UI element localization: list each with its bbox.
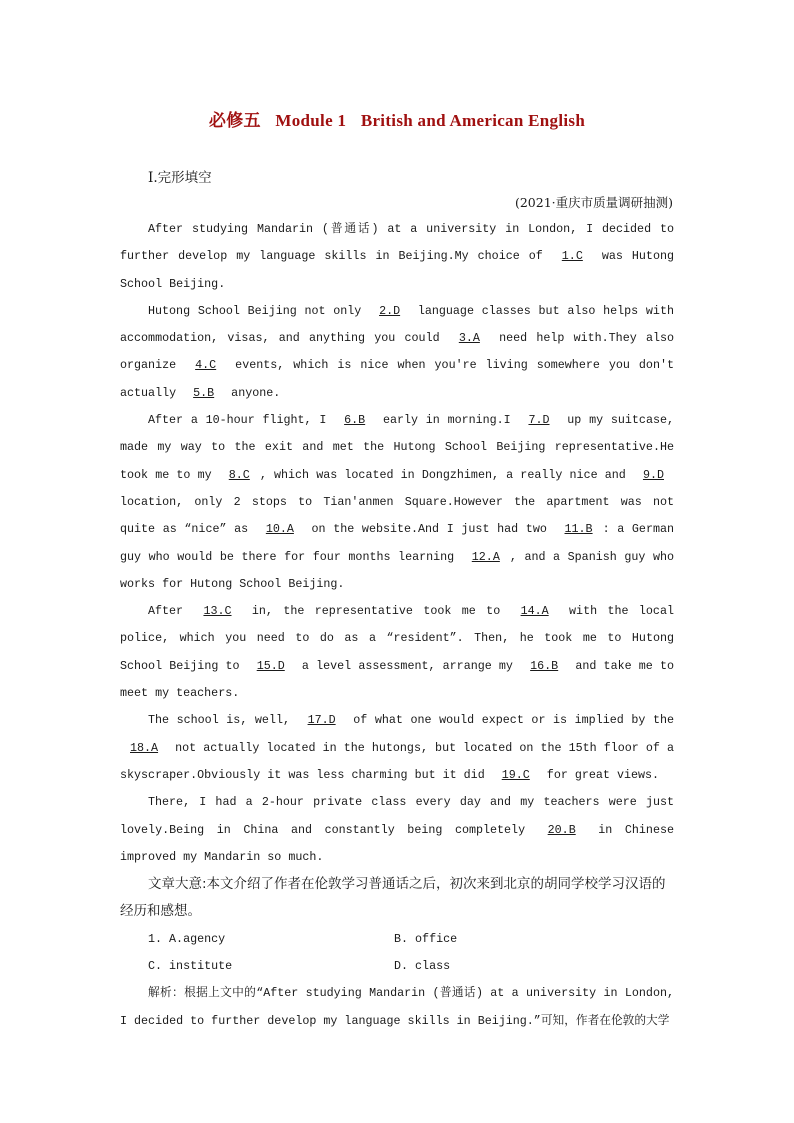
blank-6: 6.B [344,413,366,428]
text: location, only 2 stops to Tian'anmen Square.However the apartment was not quite as “nice” as [120,494,674,537]
blank-17: 17.D [307,713,336,728]
paragraph-5 [120,707,674,789]
options-row-1 [120,926,674,953]
blank-8: 8.C [228,467,250,482]
blank-12: 12.A [471,549,500,564]
blank-14: 14.A [520,604,549,619]
text: not actually located in the hutongs, but located on the 15th floor of a skyscraper.Obviously it was less charming but it did [120,740,674,782]
option-b: B. office [394,931,458,946]
blank-16: 16.B [530,658,559,673]
text: in, the representative took me to [241,604,511,619]
text: in Chinese improved my Mandarin so much. [120,822,674,864]
text: : a German guy who would be there for four months learning [120,522,674,564]
paragraph-1 [120,216,674,298]
section-heading: Ⅰ.完形填空 [148,170,212,186]
blank-9: 9.D [642,467,664,482]
text: events, which is nice when you're living somewhere you don't actually [120,358,674,400]
blank-4: 4.C [195,358,217,373]
blank-3: 3.A [458,331,480,346]
text: There, I had a 2-hour private class every day and my teachers were just lovely.Being in China and constantly being completely [120,795,674,837]
blank-11: 11.B [564,522,593,537]
blank-2: 2.D [379,303,401,318]
option-d: D. class [394,959,451,974]
text: , which was located in Dongzhimen, a really nice and [259,467,633,482]
title-topic: British and American English [360,111,586,130]
text: , and a Spanish guy who works for Hutong School Beijing. [120,549,674,591]
blank-7: 7.D [528,413,550,428]
blank-20: 20.B [547,822,576,837]
text: a level assessment, arrange my [294,658,521,673]
blank-18: 18.A [130,740,159,755]
text: was Hutong School Beijing. [120,249,674,291]
source-note: (2021·重庆市质量调研抽测) [514,195,673,210]
passage [120,216,674,1035]
blank-19: 19.C [501,767,530,782]
title-module: Module 1 [275,111,347,130]
text: up my suitcase, made my way to the exit and met the Hutong School Beijing representative.He took me to my [120,413,674,482]
text: After [148,604,194,619]
blank-1: 1.C [561,249,583,264]
text: for great views. [539,767,660,782]
title-book: 必修五 [208,111,261,130]
text: Hutong School Beijing not only [148,303,370,318]
paragraph-3 [120,407,674,598]
text: After studying Mandarin (普通话) at a university in London, I decided to further develop my language skills in Beijing.My choice of [120,222,674,264]
summary: 文章大意:本文介绍了作者在伦敦学习普通话之后，初次来到北京的胡同学校学习汉语的经历和感想。 [120,876,666,920]
text: and take me to meet my teachers. [120,658,674,701]
option-a: 1. A.agency [148,931,226,946]
paragraph-4 [120,598,674,707]
text: The school is, well, [148,713,298,728]
options-row-2 [120,953,674,980]
text: with the local police, which you need to do as a “resident”. Then, he took me to Hutong School Beijing to [120,604,674,673]
text: anyone. [224,385,281,400]
option-c: C. institute [148,959,233,974]
blank-10: 10.A [265,522,294,537]
text: After a 10-hour flight, I [148,413,335,428]
blank-13: 13.C [203,604,232,619]
text: on the website.And I just had two [303,522,555,537]
text: language classes but also helps with accommodation, visas, and anything you could [120,303,674,346]
explanation: 解析：根据上文中的“After studying Mandarin (普通话) at a university in London, I decided to further develop my language skills in Beijing.”可知，作者在伦敦的大学 [120,986,674,1028]
paragraph-6 [120,789,674,871]
blank-15: 15.D [256,658,285,673]
text: of what one would expect or is implied by the [345,713,674,728]
text: need help with.They also organize [120,331,674,373]
text: early in morning.I [375,413,519,428]
page-title [0,106,794,131]
blank-5: 5.B [193,385,215,400]
paragraph-2 [120,298,674,407]
